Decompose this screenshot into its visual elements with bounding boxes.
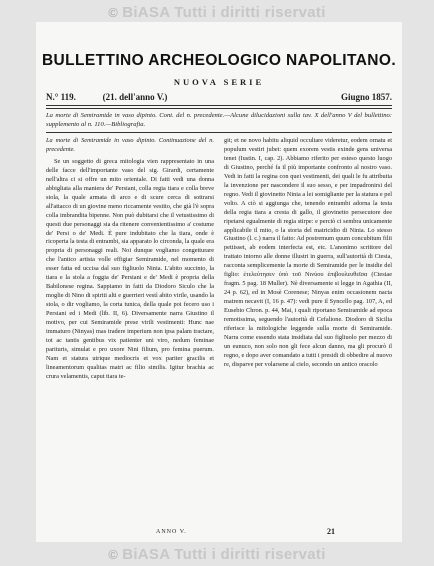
watermark-top — [0, 4, 434, 21]
header-rule-top — [46, 105, 392, 106]
signature-mark: ANNO V. — [156, 529, 187, 535]
issue-spacer — [194, 92, 314, 102]
issue-date: Giugno 1857. — [340, 92, 392, 102]
watermark-text: BiASA Tutti i diritti riservati — [122, 546, 326, 563]
page-number: 21 — [327, 527, 335, 536]
contents-summary: La morte di Semiramide in vaso dipinto. Cont. del n. precedente.—Alcune dilucidazioni sulla tav. X dell'anno V del bullettino: supplemento al n. 110.—Bibliografia. — [46, 112, 392, 129]
copyright-symbol: © — [108, 547, 119, 562]
issue-line — [46, 92, 392, 102]
article-heading: La morte di Semiramide in vaso dipinto. Continuazione del n. precedente. — [46, 137, 214, 153]
watermark-text: BiASA Tutti i diritti riservati — [122, 4, 326, 21]
right-column-text: git; et ne novo habitu aliquid occultare videretur, eodem ornatu et populum vestiri jubet: quem exorem vestis exinde gens universa tenet (Iustin. I, cap. 2). Abbiamo riferito per esteso questo luogo di Giustino, perché fa il più importante confronto al nostro vaso. Vedi in fatti la regina con quei vestimenti, dei quali le fu attribuita la invenzione per nascondere il suo sesso, e per impadronirsi del regno. Vedi il giovinetto Ninia a lei somigliante per la statura e pel volto. A ciò si aggiunga che, tenendo entrambi adorna la testa della regia tiara a cresta di gallo, il giovinetto persecutore dee ripetarsi egualmente di regia stirpe: e perciò ci sembra unicamente applicabile il mito, o la storia del matricidio di Ninia. Lo stesso Giustino (l. c.) narra il fatto: Ad postremum quum concubitum filii petiisset, ab eodem interfecta est, etc. L'anonimo scrittore del trattato intorno alle donne illustri in guerra, sull'autorità di Ctesia, racconta semplicemente la morte di Semiramide per le insidie del figlio: ἐτελεύτησεν ὑπὸ τοῦ Νινύου ἐπιβουλευθεῖσα (Ctesiae fragm. 5 pag. 18 Muller). Nè diversamente si legge in Agathia (II, 24 p. 62), ed in Mosè Corenese; Ninyas enim occasionem nacta matrem necavit (I, 16 p. 47): vedi pure il Syncello pag. 107, A, ed Eusebio Chron. p. 44, Mai, i quali riportano Semiramide ad epoca remotissima, seguendo l'autorità di Cefalione. Diodoro di Sicilia riferisce la mitologiche leggende sulla morte di Semiramide. Narra come essendo stata insidiata dal suo figliuolo per mezzo di un eunuco, non solo non gli fece alcun danno, ma gli procurò il regno, e dopo aver comandato a tutti i presidi di obbedire al nuovo re, disparve per volarsene al cielo, secondo un antico oracolo — [224, 137, 392, 368]
issue-number: N.° 119. — [46, 92, 76, 102]
document-page — [36, 22, 402, 542]
left-column — [46, 137, 214, 382]
journal-title: BULLETTINO ARCHEOLOGICO NAPOLITANO. — [41, 52, 397, 69]
left-column-text: Se un soggetto di greca mitologia vien rappresentato in una delle facce dell'importante vaso del sig. Girardi, certamente nell'altra ci si offre un mito orientale. Di fatti vedi una donna abbigliata alla maniera de' Persiani, colla regia tiara e colla breve stola, la quale armata di arco e di scure cerca di sottrarsi all'attacco di un giovine meno riccamente vestito, che già l'è sopra colla imbrandita bipenne. Non può dubitarsi che il vetustissimo di questi due personaggi sia da ritenere convenientissimo a' costume de' Persi o de' Medi. È pure indubitato che la tiara, onde è ricoperta la testa di entrambi, sia apparato lo circonda, la quale era propria di personaggi reali. Noi dunque vogliamo congetturare che l'antico artista volle effigiar Semiramide, nel momento di esser fatta ed uccisa dal suo figliuolo Ninia. L'abito succinto, la tiara e la stola a foggia de' Persiani e de' Medi è propria della Babilonese regina. Sappiamo in fatti da Diodoro Siculo che la moglie di Nino di spiriti alti e guerrieri vestì abito virile, usando la stola, o dir vogliamo, la corta tunica, della quale poi fecero uso i Persiani ed i Medi (lib. II, 6). Diversamente narra Giustino il motivo, per cui Semiramide prese virili vestimenti: Hunc nae immaturo (Ninyas) mas tradere imperium non ipsa palam tractare, tot ac tantis gentibus vix patienter uni viro, nedum feminae parituris, simulat e pro uxore Nini filium, pro femina puerum. Nam et statura utrique mediocris et vox pariter gracilis et lineamentorum qualitas matri ac filio similis. Igitur brachia ac crura velamentis, caput tiara te- — [46, 157, 214, 380]
issue-year: (21. dell'anno V.) — [102, 92, 168, 102]
right-column — [224, 137, 392, 370]
watermark-bottom — [0, 546, 434, 563]
summary-rule — [46, 132, 392, 133]
copyright-symbol: © — [108, 5, 119, 20]
header-rule-bottom — [46, 108, 392, 109]
series-subtitle: NUOVA SERIE — [173, 77, 265, 87]
